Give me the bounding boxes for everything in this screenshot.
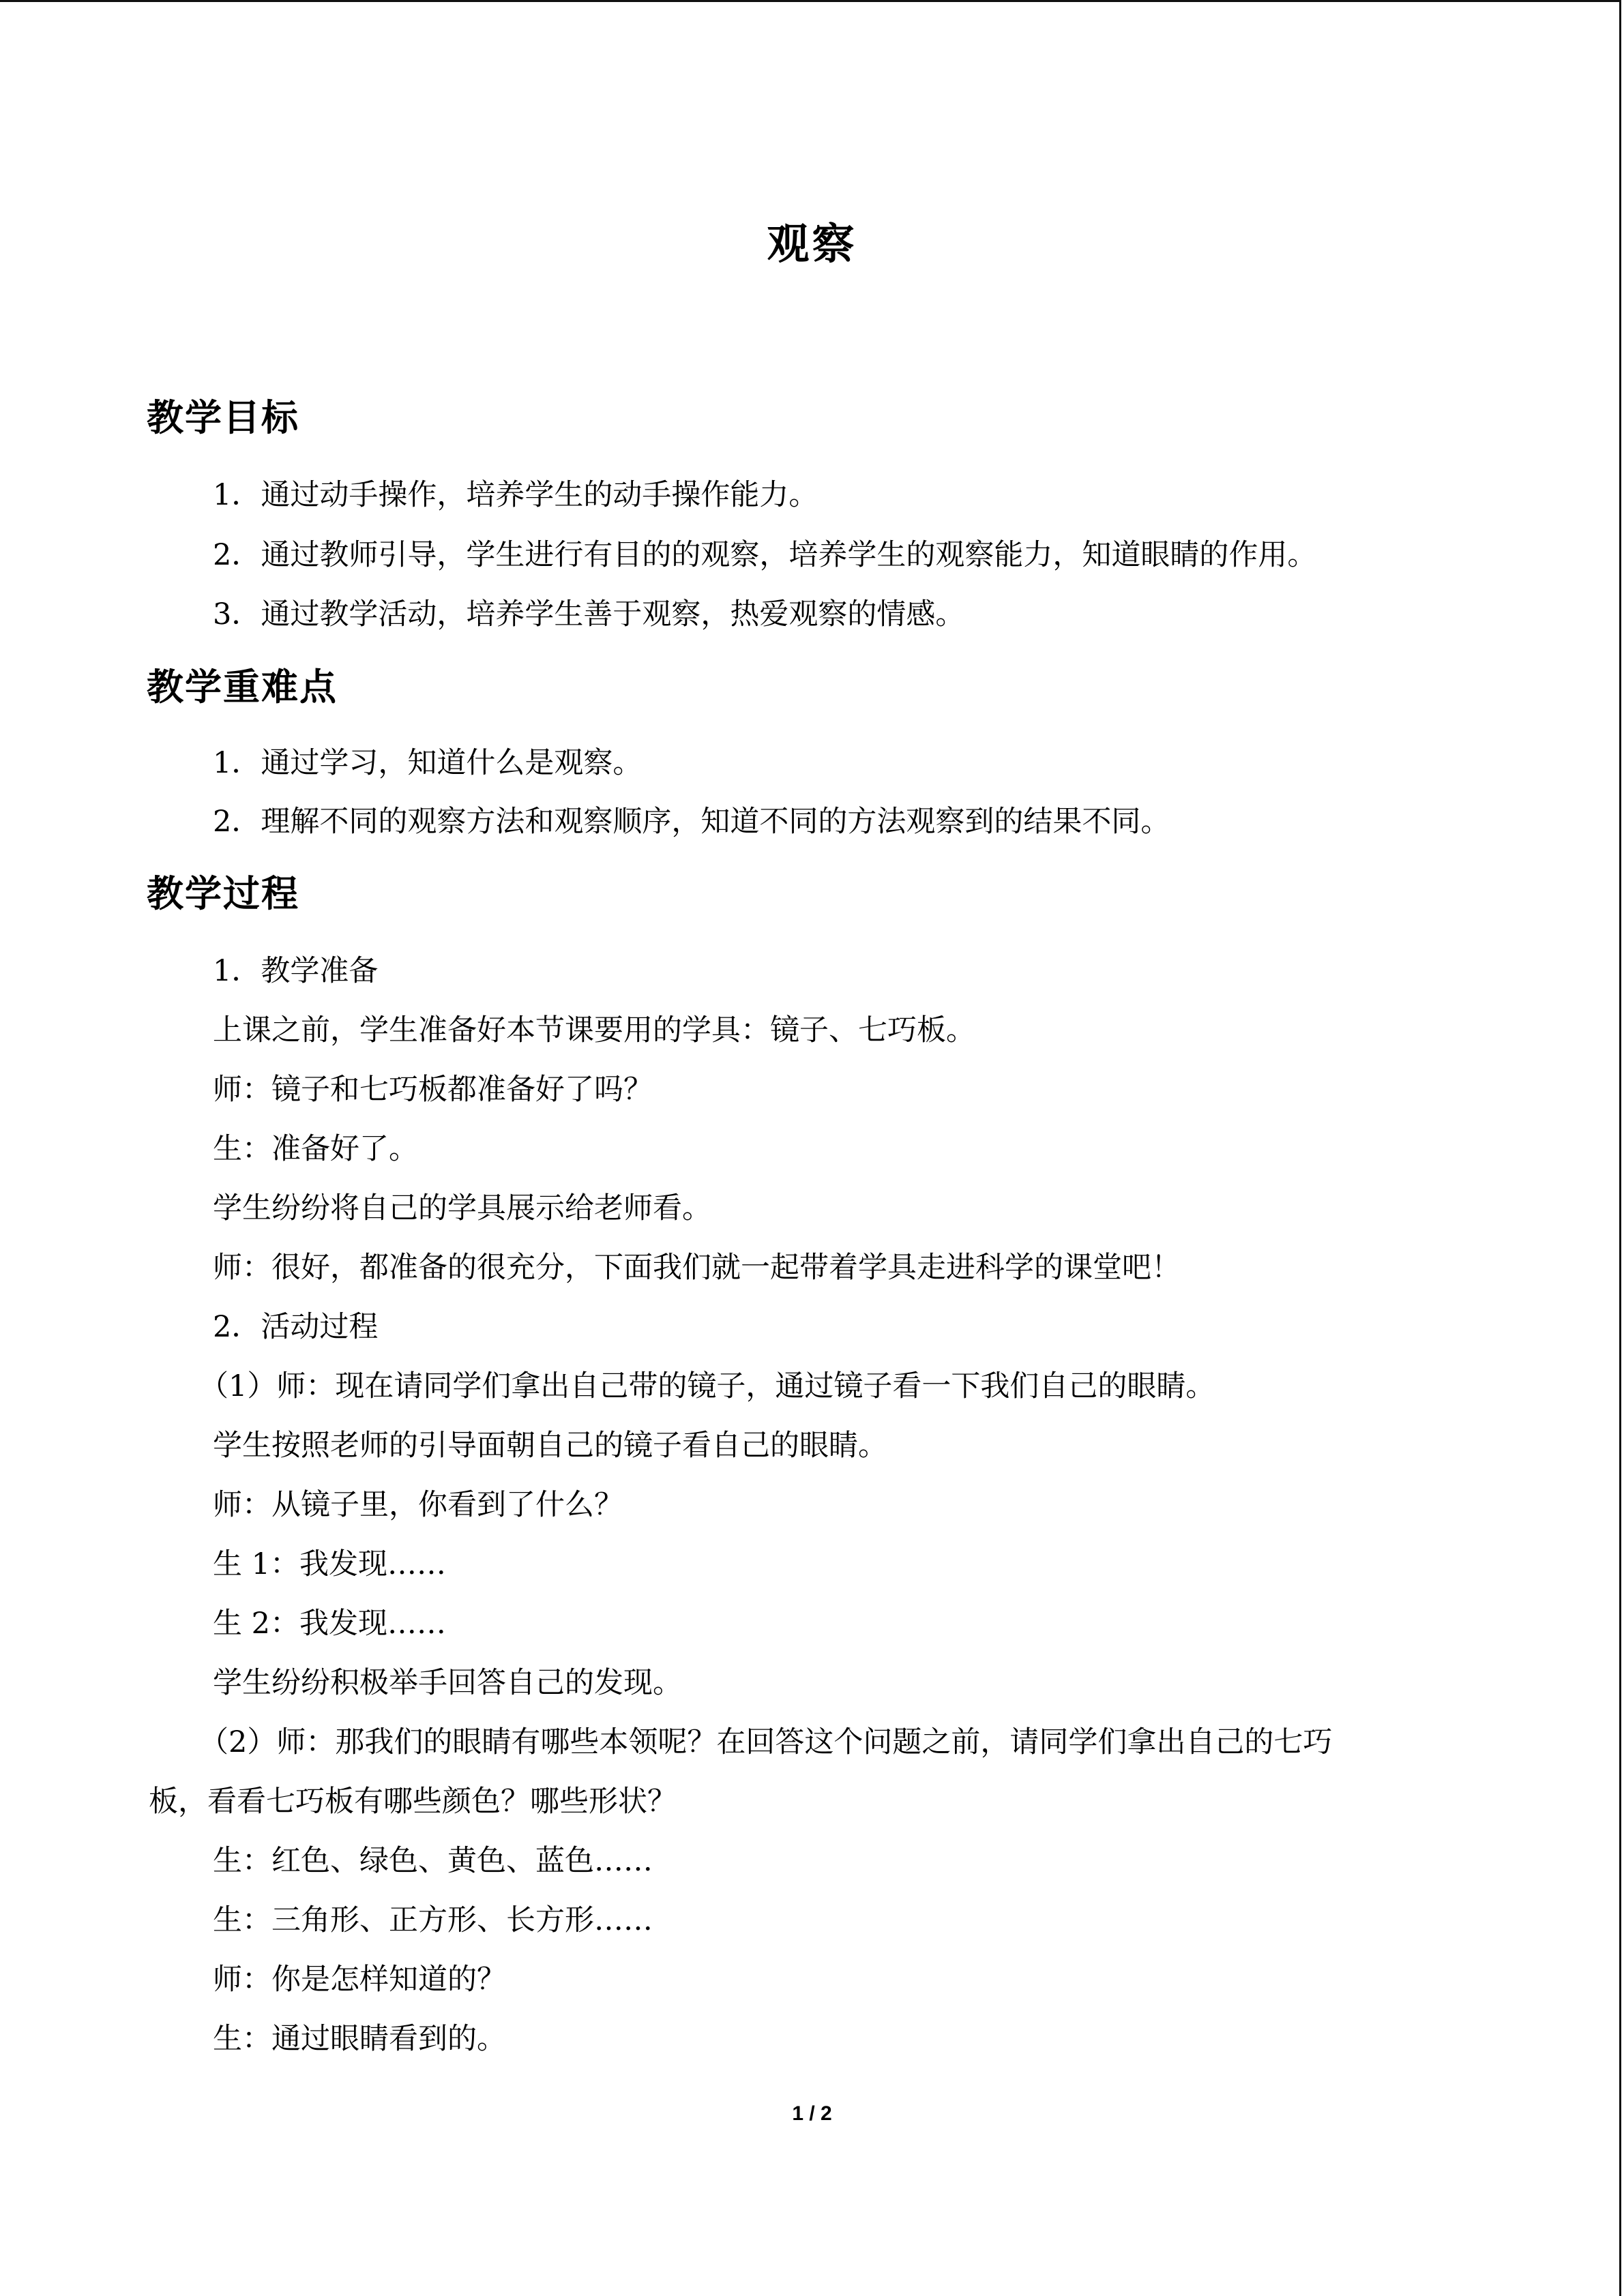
process-line: （1）师：现在请同学们拿出自己带的镜子，通过镜子看一下我们自己的眼睛。 — [199, 1369, 1215, 1403]
section-heading-process: 教学过程 — [147, 872, 299, 915]
process-line: 上课之前，学生准备好本节课要用的学具：镜子、七巧板。 — [213, 1013, 975, 1047]
process-line: 师：从镜子里，你看到了什么？ — [213, 1488, 623, 1522]
process-line: 生 2：我发现…… — [213, 1607, 447, 1641]
process-line: 生 1：我发现…… — [213, 1547, 447, 1581]
process-line: 生：通过眼睛看到的。 — [213, 2022, 506, 2056]
process-line: 学生纷纷将自己的学具展示给老师看。 — [213, 1191, 711, 1225]
process-line: 板，看看七巧板有哪些颜色？哪些形状？ — [149, 1785, 677, 1819]
key-point-line: 2．理解不同的观察方法和观察顺序，知道不同的方法观察到的结果不同。 — [213, 805, 1170, 839]
process-line: （2）师：那我们的眼睛有哪些本领呢？在回答这个问题之前，请同学们拿出自己的七巧 — [199, 1725, 1333, 1759]
document-title: 观察 — [767, 219, 857, 269]
process-line: 师：很好，都准备的很充分，下面我们就一起带着学具走进科学的课堂吧！ — [213, 1251, 1181, 1285]
process-line: 学生纷纷积极举手回答自己的发现。 — [213, 1666, 682, 1700]
objective-line: 2．通过教师引导，学生进行有目的的观察，培养学生的观察能力，知道眼睛的作用。 — [213, 538, 1317, 572]
section-heading-objectives: 教学目标 — [147, 396, 299, 439]
process-line: 生：三角形、正方形、长方形…… — [213, 1903, 653, 1937]
process-line: 师：你是怎样知道的？ — [213, 1963, 506, 1997]
key-point-line: 1．通过学习，知道什么是观察。 — [213, 746, 643, 780]
process-line: 1．教学准备 — [213, 954, 379, 988]
section-heading-key-points: 教学重难点 — [147, 666, 338, 709]
process-line: 学生按照老师的引导面朝自己的镜子看自己的眼睛。 — [213, 1429, 887, 1463]
process-line: 生：准备好了。 — [213, 1132, 418, 1166]
process-line: 生：红色、绿色、黄色、蓝色…… — [213, 1844, 653, 1878]
page-number: 1 / 2 — [792, 2102, 832, 2125]
objective-line: 1．通过动手操作，培养学生的动手操作能力。 — [213, 478, 818, 512]
process-line: 师：镜子和七巧板都准备好了吗？ — [213, 1073, 653, 1107]
objective-line: 3．通过教学活动，培养学生善于观察，热爱观察的情感。 — [213, 597, 965, 631]
process-line: 2．活动过程 — [213, 1310, 379, 1344]
